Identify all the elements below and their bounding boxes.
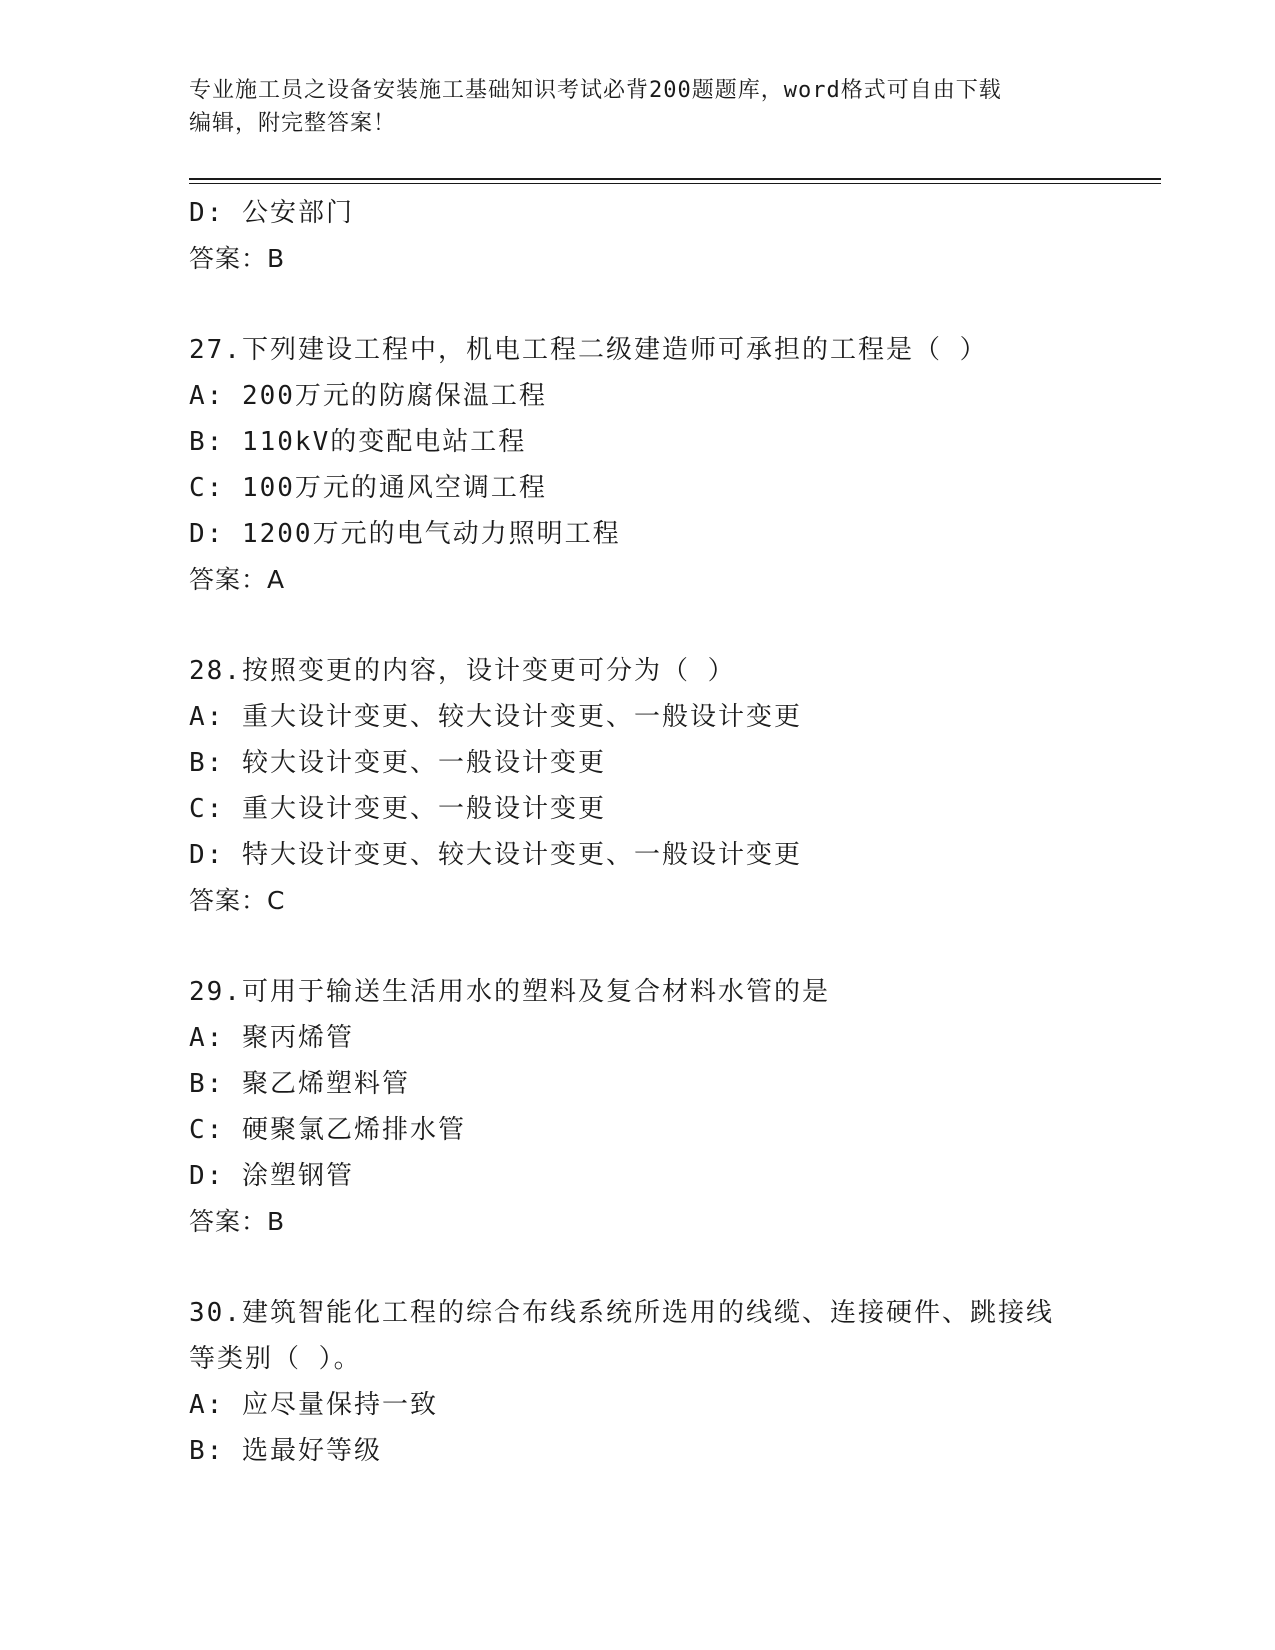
answer: 答案：B (189, 244, 286, 273)
option-c: C: 100万元的通风空调工程 (189, 473, 547, 503)
header-divider (189, 178, 1161, 184)
answer: 答案：A (189, 565, 286, 594)
header-line-1: 专业施工员之设备安装施工基础知识考试必背200题题库，word格式可自由下载 (189, 78, 1002, 103)
option-b: B: 较大设计变更、一般设计变更 (189, 748, 606, 778)
question-stem: 27.下列建设工程中，机电工程二级建造师可承担的工程是（ ） (189, 335, 988, 365)
option-a: A: 聚丙烯管 (189, 1023, 354, 1053)
option-d: D: 1200万元的电气动力照明工程 (189, 519, 621, 549)
question-stem: 29.可用于输送生活用水的塑料及复合材料水管的是 (189, 977, 830, 1007)
option-b: B: 聚乙烯塑料管 (189, 1069, 410, 1099)
answer: 答案：B (189, 1207, 286, 1236)
question-stem-line-1: 30.建筑智能化工程的综合布线系统所选用的线缆、连接硬件、跳接线 (189, 1298, 1054, 1328)
option-d: D: 特大设计变更、较大设计变更、一般设计变更 (189, 840, 802, 870)
question-27 (189, 327, 1149, 603)
option-b: B: 选最好等级 (189, 1436, 382, 1466)
question-30 (189, 1290, 1149, 1474)
option-a: A: 重大设计变更、较大设计变更、一般设计变更 (189, 702, 802, 732)
option-d: D: 涂塑钢管 (189, 1161, 354, 1191)
option-c: C: 重大设计变更、一般设计变更 (189, 794, 606, 824)
option-a: A: 200万元的防腐保温工程 (189, 381, 547, 411)
question-29 (189, 969, 1149, 1245)
page-header (189, 74, 1089, 140)
question-stem: 28.按照变更的内容，设计变更可分为（ ） (189, 656, 736, 686)
option-c: C: 硬聚氯乙烯排水管 (189, 1115, 466, 1145)
option-d: D: 公安部门 (189, 198, 354, 228)
question-stem-line-2: 等类别（ ）。 (189, 1344, 362, 1374)
answer: 答案：C (189, 886, 286, 915)
option-b: B: 110kV的变配电站工程 (189, 427, 527, 457)
header-line-2: 编辑，附完整答案！ (189, 111, 397, 136)
question-28 (189, 648, 1149, 924)
option-a: A: 应尽量保持一致 (189, 1390, 438, 1420)
document-body (189, 190, 1149, 1474)
